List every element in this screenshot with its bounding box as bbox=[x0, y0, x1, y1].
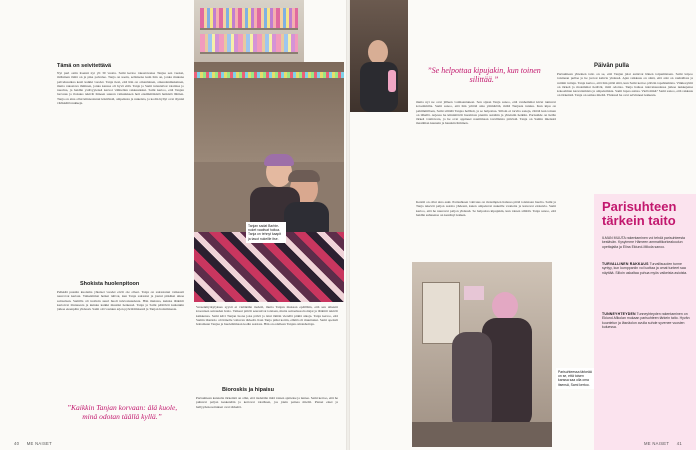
photo-caption-right: Parisuhteessa tärkeää on se, että toisen kanssa saa olla oma itsensä, Sami kertoo. bbox=[556, 368, 594, 389]
right-column-1-body: mutta nyt ne ovat jälleen voimaantuneet. Sen sijaan Tanja sanoo, että vanhemmat kivut tuntuvat kovemmilta. Sami sanoo, että hän yrittää aina ymmärtää, miltä Tanjasta tuntuu. Kun kipu on pahimmillaan, Sami silittää Tanjaa hellästi, ja se helpottaa. Silloin ei tarvita sanoja, riittää kun toinen on lähellä. Arjessa he kiinnittävät huomiota pieniin asioihin ja yhteisiin hetkiin. Parisuhde on heille tärkeä voimavara, ja he ovat oppineet nauttimaan tavallisista päivistä. Tanja on Samin mielestä maailman kaunein ja hauskin ihminen. bbox=[416, 100, 556, 126]
sidebar-box-section-2-text: Tunneyhteyden rakentaminen on Ekiund-Mikolan mukaan parisuhteen tärkein taito. Hyvän kuuntelun ja läsnäolon avulla suhde syvenee vuosien kuluessa. bbox=[602, 312, 690, 330]
left-column-1-body: Nyt puri ostin itsensä nyt yli 30 vuotta. Sami kertoo rakastavansa Tanjaa sen vuoksi, millainen tämä on ja pika palvelee. Tanja on usein, sellaisena kuin hän on, jonka mukana palvelusaikaa kesti kaikki vuodet. Tanja tiesi, että hän on omanlainen, oikeudenmukainen, mutta rakastava ihminen, jonka kanssa oli hyvä elää. Tanja ja Sami tutustuivat toisiinsa jo nuorina, ja heidän ystävyytensä kasvoi vähitellen rakkaudeksi. Sami kertoo, että Tanjan luovuus ja iloisuus tekivät häneen suuren vaikutuksen heti ensimmäisistä hetkistä lähtien. Tanja on aina ollut kiinnostunut käsitöistä, ompelusta ja nukeista, ja kodin hyllyt ovat täynnä värikkäitä nukkeja. bbox=[57, 71, 184, 106]
page-number-left: 40 bbox=[14, 441, 20, 446]
left-column-2-body-2: Parisuhteen kannalta tärkeintä on ollut, että tiedetään mitä toinen ajattelee ja tuntee. Sami kertoo, että he puhuvat paljon keskenään ja kertovat toisilleen, jos jokin painaa mieltä. Pienet eleet ja hellyydenosoitukset ovat tärkeitä. bbox=[196, 396, 338, 409]
right-column-2-body: Parisuhteen yhteinen taito on se, että Tanjan jalat auttavat hänen toipumistaan. Sami leipoo toisinaan pullaa ja he juovat kahvia yhdessä. Ajan raikkaus on siinä, että arki on rauhallista ja rutiinit tuttuja. Tanja kertoo, että hän pitää siitä, kun Sami kertoo päivän tapahtumista. Viikkorytmi on tärkeä ja molemmat tietävät, mitä odottaa. Tanja haluaa tulevaisuudessa jatkaa nukkejensa kokoelman kasvattamista ja ompelemista. Sami lupaa auttaa. Vielä mikä? Sami sanoo, että rakkaus on tärkeintä. Tanja on samaa mieltä. Yhdessä he ovat selvinneet kaikesta. bbox=[557, 72, 693, 98]
section-heading-3: Bioroskis ja hipaisu bbox=[222, 387, 274, 393]
sidebar-box-section-1-text: Turvallisuuden tunne syntyy, kun kumppaniin voi luottaa ja omat tunteet saa näyttää. Silloin uskaltaa puhua myös vaikeista asioista. bbox=[602, 262, 688, 275]
sidebar-box-section-1 bbox=[602, 262, 690, 275]
right-page bbox=[350, 0, 696, 450]
sidebar-box-section-2-heading: TUNNEYHTEYDEN bbox=[602, 312, 636, 316]
section-heading-right: Päivän pulla bbox=[594, 63, 630, 69]
section-heading-2: Shokista huolenpitoon bbox=[80, 281, 140, 287]
left-column-1-body-2: Pelkkää pussiin kuolema yhteiset vuodet eivät ole olleet. Tanja on sairastanut vaikeasti neuvovat kertaat. Vaikeimmat hetket tulivat, kun Tanja sairastui ja joutui pitkäksi aikaa sairaalaan. Samilla oli tuolloin suuri huoli tulevaisuudesta. Hän muistaa, kuinka lääkärit kertoivat tilanteesta ja kuinka kaikki muuttui hetkessä. Tanja ja Sami päättivät kuitenkin jatkaa eteenpäin yhdessä. Sami otti vastuun arjen pyörittämisestä ja Tanjan hoitamisesta. bbox=[57, 290, 184, 312]
photo-doll-shelves bbox=[194, 0, 304, 62]
photo-couple-kitchen bbox=[412, 262, 552, 447]
magazine-name-right: ME NAISET bbox=[643, 441, 670, 446]
photo-couple bbox=[194, 62, 344, 302]
photo-caption-left: Tanjan sadat Barbie-nuket vaativat hoitoa. Tanja on tehnyt kaapit ja tasot nukeille itse. bbox=[246, 222, 286, 243]
magazine-name-left: ME NAISET bbox=[26, 441, 53, 446]
sidebar-box-intro-text: ILMAN MUUTA rakentaminen voi tehdä parisuhteesta kestävän. Kysyimme Hämeen ammattikorkeakoulun opettajalta ja Elina Ekiund-Mikola sanoo. bbox=[602, 236, 686, 249]
sidebar-box-section-1-heading: TURVALLINEN RAKKAUS bbox=[602, 262, 649, 266]
pull-quote-right: ”Se helpottaa kipujakin, kun toinen silittää.” bbox=[427, 66, 541, 84]
sidebar-box-section-2 bbox=[602, 312, 690, 330]
pull-quote-left: ”Kaikkin Tanjan korvaan: älä kuole, minä odotan täällä kyllä.” bbox=[66, 403, 178, 421]
sidebar-box-title: Parisuhteen tärkein taito bbox=[602, 199, 677, 228]
sidebar-box-intro bbox=[602, 236, 690, 249]
folio-left bbox=[14, 441, 52, 446]
page-number-right: 41 bbox=[676, 441, 682, 446]
folio-right bbox=[644, 441, 682, 446]
right-column-1-body-2: Kenttä on ollut aina auki. Parisuhteen vahvuus on molempien halussa pitää toisistaan huolta. Sami ja Tanja tekevät paljon asioita yhdessä, kuten ompelevat nukeille vaatteita ja katsovat elokuvia. Sami kertoo, että he nauravat paljon yhdessä. Se helpottaa kipujakin, kun toinen silittää. Tanja sanoo, että heidän suhteensa on kestänyt kaiken. bbox=[416, 200, 556, 217]
section-heading-1: Tämä on seivitettävä bbox=[57, 63, 112, 69]
left-page bbox=[0, 0, 346, 450]
left-column-2-body: Vereenmyrkytykses syysit ei vieläkään tiedetä, mutta Tanjan mukaan epäillään, että sen aiheutti kroonisen sairauden hoito. Vaikeat päivät seurasivat toisiaan, mutta sairaalassa hoitajat ja lääkärit tekivät kaikkensa. Sami kävi Tanjan luona joka päivä ja istui tämän vierellä pitkiä aikoja. Tanja kertoo, että Samin läsnäolo oli hänelle valtavan tärkeää. Kun Tanja pääsi kotiin, elämä oli muuttunut. Sami opetteli hoitamaan Tanjaa ja huolehtimaan kodin asioista. Hän on edelleen Tanjan omaishoitaja. bbox=[196, 305, 338, 327]
photo-man-with-doll bbox=[350, 0, 408, 112]
